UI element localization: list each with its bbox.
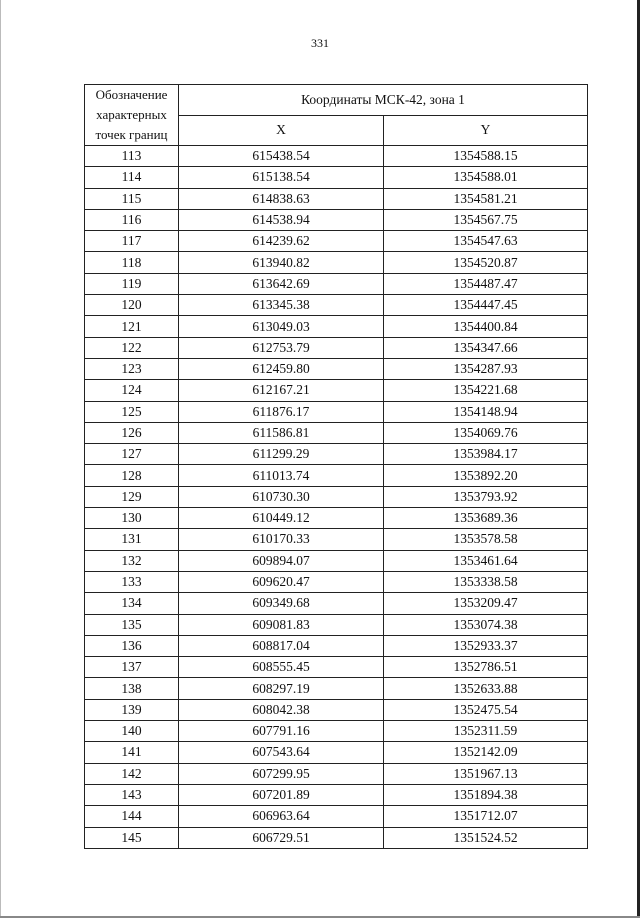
y-coordinate-cell: 1354069.76 — [384, 422, 588, 443]
table-row — [85, 635, 588, 656]
table-row — [85, 593, 588, 614]
y-coordinate-cell: 1351967.13 — [384, 763, 588, 784]
point-number-cell: 139 — [85, 699, 179, 720]
y-coordinate-cell: 1354588.15 — [384, 146, 588, 167]
y-coordinate-cell: 1352633.88 — [384, 678, 588, 699]
point-number-cell: 130 — [85, 508, 179, 529]
point-number-cell: 127 — [85, 444, 179, 465]
table-row — [85, 444, 588, 465]
point-number-cell: 113 — [85, 146, 179, 167]
point-number-cell: 116 — [85, 209, 179, 230]
table-row — [85, 295, 588, 316]
table-row — [85, 465, 588, 486]
point-number-cell: 131 — [85, 529, 179, 550]
y-coordinate-cell: 1351524.52 — [384, 827, 588, 848]
table-header — [85, 85, 588, 146]
point-number-cell: 133 — [85, 571, 179, 592]
table-row — [85, 188, 588, 209]
table-row — [85, 146, 588, 167]
x-coordinate-cell: 608042.38 — [179, 699, 384, 720]
y-coordinate-cell: 1353074.38 — [384, 614, 588, 635]
table-row — [85, 401, 588, 422]
y-coordinate-cell: 1353984.17 — [384, 444, 588, 465]
point-number-cell: 136 — [85, 635, 179, 656]
table-row — [85, 358, 588, 379]
table-row — [85, 316, 588, 337]
x-coordinate-cell: 615438.54 — [179, 146, 384, 167]
y-coordinate-cell: 1354287.93 — [384, 358, 588, 379]
x-coordinate-cell: 607201.89 — [179, 784, 384, 805]
x-coordinate-cell: 614838.63 — [179, 188, 384, 209]
y-coordinate-cell: 1354148.94 — [384, 401, 588, 422]
y-coordinate-cell: 1352475.54 — [384, 699, 588, 720]
table-row — [85, 529, 588, 550]
y-coordinate-cell: 1354447.45 — [384, 295, 588, 316]
x-coordinate-cell: 612459.80 — [179, 358, 384, 379]
point-number-cell: 124 — [85, 380, 179, 401]
x-coordinate-cell: 609894.07 — [179, 550, 384, 571]
point-number-cell: 129 — [85, 486, 179, 507]
table-row — [85, 784, 588, 805]
y-coordinate-cell: 1351712.07 — [384, 806, 588, 827]
x-coordinate-cell: 609081.83 — [179, 614, 384, 635]
point-number-cell: 140 — [85, 721, 179, 742]
point-number-cell: 134 — [85, 593, 179, 614]
point-number-cell: 122 — [85, 337, 179, 358]
header-y: Y — [384, 115, 588, 146]
x-coordinate-cell: 607791.16 — [179, 721, 384, 742]
table-row — [85, 486, 588, 507]
table-row — [85, 209, 588, 230]
point-number-cell: 123 — [85, 358, 179, 379]
x-coordinate-cell: 614239.62 — [179, 231, 384, 252]
x-coordinate-cell: 607299.95 — [179, 763, 384, 784]
x-coordinate-cell: 612753.79 — [179, 337, 384, 358]
table-row — [85, 806, 588, 827]
point-number-cell: 118 — [85, 252, 179, 273]
y-coordinate-cell: 1353689.36 — [384, 508, 588, 529]
y-coordinate-cell: 1353209.47 — [384, 593, 588, 614]
y-coordinate-cell: 1353338.58 — [384, 571, 588, 592]
y-coordinate-cell: 1353793.92 — [384, 486, 588, 507]
x-coordinate-cell: 610449.12 — [179, 508, 384, 529]
table-row — [85, 380, 588, 401]
x-coordinate-cell: 614538.94 — [179, 209, 384, 230]
x-coordinate-cell: 612167.21 — [179, 380, 384, 401]
point-number-cell: 132 — [85, 550, 179, 571]
point-number-cell: 143 — [85, 784, 179, 805]
y-coordinate-cell: 1354487.47 — [384, 273, 588, 294]
point-number-cell: 121 — [85, 316, 179, 337]
header-coordinate-system: Координаты МСК-42, зона 1 — [179, 85, 588, 116]
table-row — [85, 337, 588, 358]
y-coordinate-cell: 1352786.51 — [384, 657, 588, 678]
y-coordinate-cell: 1351894.38 — [384, 784, 588, 805]
table-row — [85, 699, 588, 720]
x-coordinate-cell: 606729.51 — [179, 827, 384, 848]
y-coordinate-cell: 1354581.21 — [384, 188, 588, 209]
x-coordinate-cell: 608817.04 — [179, 635, 384, 656]
y-coordinate-cell: 1354347.66 — [384, 337, 588, 358]
x-coordinate-cell: 611299.29 — [179, 444, 384, 465]
point-number-cell: 120 — [85, 295, 179, 316]
table-row — [85, 827, 588, 848]
header-point-label: Обозначение характерных точек границ — [85, 85, 179, 146]
table-row — [85, 614, 588, 635]
table-row — [85, 721, 588, 742]
table-row — [85, 571, 588, 592]
point-number-cell: 137 — [85, 657, 179, 678]
x-coordinate-cell: 613940.82 — [179, 252, 384, 273]
table-row — [85, 550, 588, 571]
table-row — [85, 273, 588, 294]
table-row — [85, 763, 588, 784]
table-row — [85, 231, 588, 252]
y-coordinate-cell: 1353578.58 — [384, 529, 588, 550]
x-coordinate-cell: 611876.17 — [179, 401, 384, 422]
x-coordinate-cell: 609620.47 — [179, 571, 384, 592]
x-coordinate-cell: 611013.74 — [179, 465, 384, 486]
y-coordinate-cell: 1354567.75 — [384, 209, 588, 230]
x-coordinate-cell: 610730.30 — [179, 486, 384, 507]
point-number-cell: 114 — [85, 167, 179, 188]
table-row — [85, 678, 588, 699]
y-coordinate-cell: 1354520.87 — [384, 252, 588, 273]
x-coordinate-cell: 608555.45 — [179, 657, 384, 678]
point-number-cell: 144 — [85, 806, 179, 827]
y-coordinate-cell: 1353461.64 — [384, 550, 588, 571]
point-number-cell: 138 — [85, 678, 179, 699]
table-body — [85, 146, 588, 849]
header-x: X — [179, 115, 384, 146]
point-number-cell: 126 — [85, 422, 179, 443]
point-number-cell: 128 — [85, 465, 179, 486]
y-coordinate-cell: 1352142.09 — [384, 742, 588, 763]
point-number-cell: 142 — [85, 763, 179, 784]
point-number-cell: 141 — [85, 742, 179, 763]
x-coordinate-cell: 611586.81 — [179, 422, 384, 443]
point-number-cell: 125 — [85, 401, 179, 422]
table-row — [85, 657, 588, 678]
table-row — [85, 252, 588, 273]
coordinates-table — [84, 84, 588, 849]
point-number-cell: 117 — [85, 231, 179, 252]
page-edge-left — [0, 0, 1, 918]
x-coordinate-cell: 606963.64 — [179, 806, 384, 827]
x-coordinate-cell: 615138.54 — [179, 167, 384, 188]
y-coordinate-cell: 1353892.20 — [384, 465, 588, 486]
x-coordinate-cell: 613049.03 — [179, 316, 384, 337]
y-coordinate-cell: 1354588.01 — [384, 167, 588, 188]
table-row — [85, 422, 588, 443]
point-number-cell: 119 — [85, 273, 179, 294]
y-coordinate-cell: 1352933.37 — [384, 635, 588, 656]
point-number-cell: 115 — [85, 188, 179, 209]
y-coordinate-cell: 1354400.84 — [384, 316, 588, 337]
point-number-cell: 145 — [85, 827, 179, 848]
point-number-cell: 135 — [85, 614, 179, 635]
y-coordinate-cell: 1354547.63 — [384, 231, 588, 252]
table-row — [85, 508, 588, 529]
table-row — [85, 167, 588, 188]
page-number: 331 — [311, 36, 329, 50]
y-coordinate-cell: 1352311.59 — [384, 721, 588, 742]
table-row — [85, 742, 588, 763]
x-coordinate-cell: 613642.69 — [179, 273, 384, 294]
x-coordinate-cell: 607543.64 — [179, 742, 384, 763]
x-coordinate-cell: 608297.19 — [179, 678, 384, 699]
y-coordinate-cell: 1354221.68 — [384, 380, 588, 401]
x-coordinate-cell: 613345.38 — [179, 295, 384, 316]
x-coordinate-cell: 609349.68 — [179, 593, 384, 614]
x-coordinate-cell: 610170.33 — [179, 529, 384, 550]
